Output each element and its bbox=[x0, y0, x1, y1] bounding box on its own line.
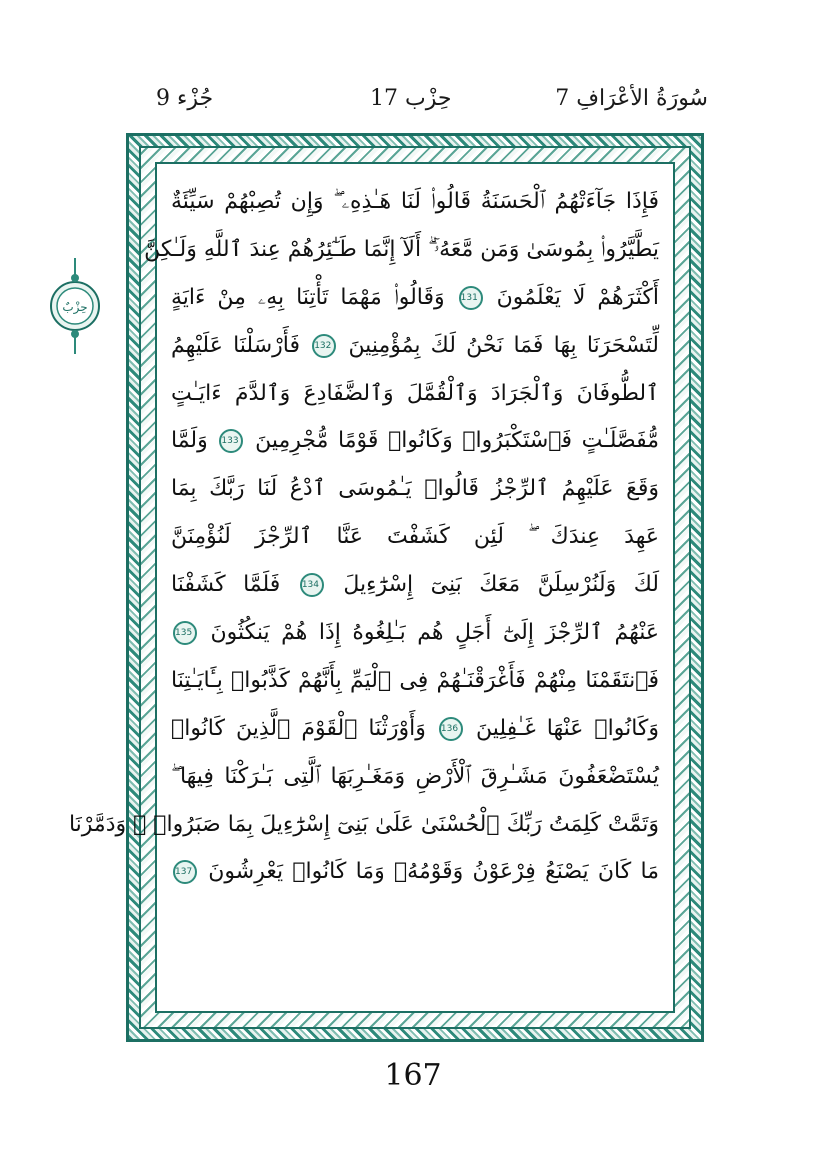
verse-text: فَأَرْسَلْنَا عَلَيْهِمُ bbox=[171, 332, 300, 358]
verse-line bbox=[144, 226, 659, 274]
verse-text: يُسْتَضْعَفُونَ مَشَـٰرِقَ ٱلْأَرْضِ وَمَغَـٰرِبَهَا ٱلَّتِى بَـٰرَكْنَا فِيهَا ۖ bbox=[171, 763, 659, 789]
verse-line bbox=[171, 657, 659, 705]
verse-line bbox=[171, 370, 659, 418]
verse-line bbox=[171, 178, 659, 226]
hizb-marker-icon bbox=[50, 258, 100, 354]
juz-label: جُزْء 9 bbox=[156, 86, 214, 111]
surah-title: 7 سُورَةُ الأعْرَافِ bbox=[555, 86, 708, 111]
verse-text: أَكْثَرَهُمْ لَا يَعْلَمُونَ bbox=[496, 284, 659, 310]
ayah-number-icon: 133 bbox=[219, 429, 243, 453]
verse-text: لِّتَسْحَرَنَا بِهَا فَمَا نَحْنُ لَكَ بِمُؤْمِنِينَ bbox=[348, 332, 659, 358]
verse-line bbox=[171, 848, 659, 896]
verse-text: مَا كَانَ يَصْنَعُ فِرْعَوْنُ وَقَوْمُهُۥ وَمَا كَانُوا۟ يَعْرِشُونَ bbox=[208, 859, 659, 885]
ayah-number-icon: 131 bbox=[459, 286, 483, 310]
verse-text: عَهِدَ عِندَكَ ۖ لَئِن كَشَفْتَ عَنَّا ٱلرِّجْزَ لَنُؤْمِنَنَّ bbox=[171, 524, 659, 550]
page-header bbox=[128, 86, 708, 120]
verse-line bbox=[68, 801, 659, 849]
verse-text: ٱلطُّوفَانَ وَٱلْجَرَادَ وَٱلْقُمَّلَ وَٱلضَّفَادِعَ وَٱلدَّمَ ءَايَـٰتٍ bbox=[171, 380, 659, 406]
verse-text: وَقَعَ عَلَيْهِمُ ٱلرِّجْزُ قَالُوا۟ يَـٰمُوسَى ٱدْعُ لَنَا رَبَّكَ بِمَا bbox=[171, 476, 659, 502]
verse-text: فَٱنتَقَمْنَا مِنْهُمْ فَأَغْرَقْنَـٰهُمْ فِى ٱلْيَمِّ بِأَنَّهُمْ كَذَّبُوا۟ بِـَٔايَـٰتِنَا bbox=[171, 667, 659, 693]
verse-line bbox=[171, 465, 659, 513]
verse-line bbox=[171, 705, 659, 753]
hizb-label: حِزْب 17 bbox=[370, 86, 452, 111]
page-number: 167 bbox=[384, 1058, 442, 1093]
ayah-number-icon: 135 bbox=[173, 621, 197, 645]
verse-text: عَنْهُمُ ٱلرِّجْزَ إِلَىٰٓ أَجَلٍ هُم بَـٰلِغُوهُ إِذَا هُمْ يَنكُثُونَ bbox=[210, 620, 659, 646]
verse-line bbox=[171, 753, 659, 801]
ayah-number-icon: 137 bbox=[173, 860, 197, 884]
verse-text: مُّفَصَّلَـٰتٍ فَٱسْتَكْبَرُوا۟ وَكَانُوا۟ قَوْمًا مُّجْرِمِينَ bbox=[255, 428, 659, 454]
verse-line bbox=[171, 513, 659, 561]
verse-line bbox=[171, 609, 659, 657]
verse-text: وَقَالُوا۟ مَهْمَا تَأْتِنَا بِهِۦ مِنْ ءَايَةٍ bbox=[171, 284, 445, 310]
verse-text: يَطَّيَّرُوا۟ بِمُوسَىٰ وَمَن مَّعَهُۥٓ ۗ أَلَآ إِنَّمَا طَـٰٓئِرُهُمْ عِندَ ٱللَّهِ وَلَـٰكِنَّ bbox=[144, 236, 659, 262]
verse-line bbox=[171, 322, 659, 370]
verse-line bbox=[171, 561, 659, 609]
hizb-marker-text: حِزْبٌ bbox=[62, 300, 88, 314]
verse-text: وَكَانُوا۟ عَنْهَا غَـٰفِلِينَ bbox=[475, 715, 659, 741]
verse-line bbox=[171, 274, 659, 322]
ayah-number-icon: 136 bbox=[439, 717, 463, 741]
verse-text: لَكَ وَلَنُرْسِلَنَّ مَعَكَ بَنِىٓ إِسْرَٰٓءِيلَ bbox=[343, 572, 659, 598]
verse-text: وَتَمَّتْ كَلِمَتُ رَبِّكَ ٱلْحُسْنَىٰ عَلَىٰ بَنِىٓ إِسْرَٰٓءِيلَ بِمَا صَبَرُوا۟ ۖ وَدَمَّرْنَا bbox=[68, 811, 659, 837]
verse-text: فَلَمَّا كَشَفْنَا bbox=[171, 572, 281, 598]
verse-text: وَأَوْرَثْنَا ٱلْقَوْمَ ٱلَّذِينَ كَانُوا۟ bbox=[171, 715, 426, 741]
ayah-number-icon: 132 bbox=[312, 334, 336, 358]
ayah-number-icon: 134 bbox=[300, 573, 324, 597]
verse-line bbox=[171, 417, 659, 465]
verse-text: وَلَمَّا bbox=[171, 428, 208, 454]
verse-text: فَإِذَا جَآءَتْهُمُ ٱلْحَسَنَةُ قَالُوا۟ لَنَا هَـٰذِهِۦ ۖ وَإِن تُصِبْهُمْ سَيِّئَةٌ bbox=[171, 189, 659, 214]
